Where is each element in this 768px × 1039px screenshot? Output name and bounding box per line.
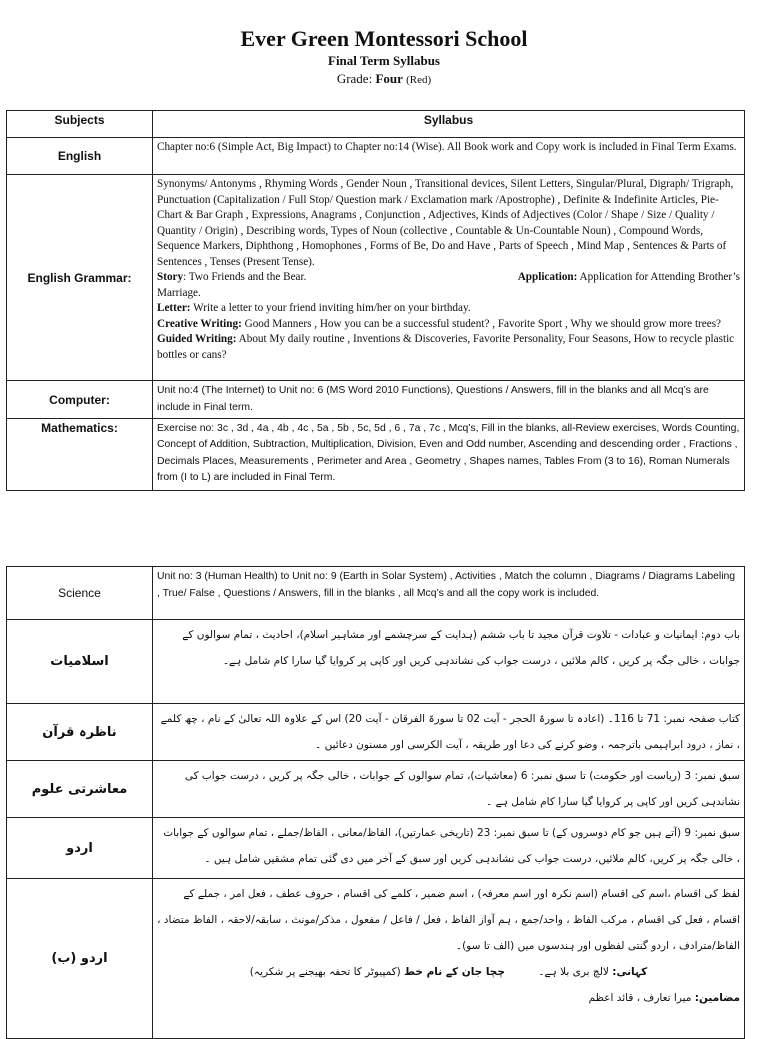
syllabus-english: Chapter no:6 (Simple Act, Big Impact) to Chapter no:14 (Wise). All Book work and Copy work is included in Final Term Exams. [153, 138, 745, 175]
grammar-application: Application: Application for Attending Brother’s [517, 271, 740, 283]
syllabus-islamiat: باب دوم: ایمانیات و عبادات - تلاوت قرآن مجید تا باب ششم (ہدایت کے سرچشمے اور مشاہیر اسلام)، احادیث ، تمام سوالوں کے جوابات ، خالی جگہ پر کریں ، کالم ملائیں ، درست جواب کی نشاندہی کریں اور کاپی پر کروایا گیا سارا کام شامل ہے۔ [153, 620, 745, 704]
table-row [7, 138, 745, 175]
grade-color: (Red) [406, 74, 432, 86]
table-row [7, 567, 745, 620]
grammar-story-line [157, 270, 740, 286]
subject-islamiat: اسلامیات [7, 620, 153, 704]
urdu-b-story-text: لالچ بری بلا ہے۔ [538, 966, 613, 978]
grammar-letter: Letter: Write a letter to your friend inviting him/her on your birthday. [157, 302, 471, 314]
urdu-b-story-line [157, 959, 740, 985]
grammar-story-text: : Two Friends and the Bear. [183, 271, 307, 283]
syllabus-muashrati-uloom: سبق نمبر: 3 (ریاست اور حکومت) تا سبق نمبر: 6 (معاشیات)، تمام سوالوں کے جوابات ، خالی جگہ پر کریں ، درست جواب کی نشاندہی کریں اور کاپی پر کروایا گیا سارا کام شامل ہے ۔ [153, 761, 745, 818]
table-row [7, 620, 745, 704]
grammar-story-label: Story [157, 271, 184, 283]
col-header-subjects: Subjects [7, 111, 153, 138]
syllabus-science: Unit no: 3 (Human Health) to Unit no: 9 (Earth in Solar System) , Activities , Match the column , Diagrams / Diagrams Labeling , True/ False , Questions / Answers, fill in the blanks , all Mcq’s and all the copy work is included. [153, 567, 745, 620]
syllabus-computer: Unit no:4 (The Internet) to Unit no: 6 (MS Word 2010 Functions), Questions / Answers, fill in the blanks and all Mcq’s are include in Final term. [153, 381, 745, 419]
subject-english: English [7, 138, 153, 175]
grammar-guided-writing: Guided Writing: About My daily routine , Inventions & Discoveries, Favorite Personality, Four Seasons, How to recycle plastic bottles or cans? [157, 333, 735, 361]
table-row [7, 704, 745, 761]
urdu-b-topics: لفظ کی اقسام ،اسم کی اقسام (اسم نکرہ اور اسم معرفہ) ، اسم ضمیر ، کلمے کی اقسام ، حروف عطف ، فعل امر ، جملے کے اقسام ، فعل کی اقسام ، مرکب الفاظ ، واحد/جمع ، ہم آواز الفاظ ، فعل / فاعل / مفعول ، مذکر/مونث ، سابقہ/لاحقہ ، الفاظ متضاد ، الفاظ/مترادف ، اردو گنتی لفظوں اور ہندسوں میں (الف تا سو)۔ [157, 888, 740, 952]
syllabus-english-grammar [153, 175, 745, 381]
table-row [7, 879, 745, 1039]
grammar-topics: Synonyms/ Antonyms , Rhyming Words , Gender Noun , Transitional devices, Silent Letters, Singular/Plural, Digraph/ Trigraph, Punctuation (Capitalization / Full Stop/ Question mark / Exclamation mark /Apostrophe) , Definite & Indefinite Articles, Pie-Chart & Bar Graph , Expressions, Anagrams , Conjunction , Adjectives, Kinds of Adjectives (Color / Shape / Size / Quality / Quantity / Origin) , Describing words, Types of Noun (collective , Countable & Un-Countable Noun) , Compound Words, Sequence Markers, Diphthong , Homophones , Forms of Be, Do and Have , Parts of Speech , Mind Map , Sentences & Parts of Sentences , Tenses (Present Tense). [157, 178, 734, 268]
subject-computer: Computer: [7, 381, 153, 419]
syllabus-mathematics: Exercise no: 3c , 3d , 4a , 4b , 4c , 5a , 5b , 5c, 5d , 6 , 7a , 7c , Mcq’s, Fill in the blanks, all-Review exercises, Words Counting, Concept of Addition, Subtraction, Multiplication, Division, Even and Odd number, Ascending and descending order , Fractions , Decimals Places, Measurements , Perimeter and Area , Geometry , Shapes names, Tables From (3 to 16), Roman Numerals from (I to L) are included in Final Term. [153, 419, 745, 491]
subject-english-grammar: English Grammar: [7, 175, 153, 381]
grammar-creative-writing: Creative Writing: Good Manners , How you can be a successful student? , Favorite Sport , Why we should grow more trees? [157, 317, 722, 330]
term-title: Final Term Syllabus [328, 53, 440, 68]
grade-line [0, 71, 768, 87]
grade-value: Four [375, 71, 403, 86]
subject-mathematics: Mathematics: [7, 419, 153, 491]
syllabus-table-1 [6, 110, 745, 491]
urdu-b-letter-label: چچا جان کے نام خط [404, 966, 505, 978]
table-row [7, 818, 745, 879]
subject-science: Science [7, 567, 153, 620]
urdu-b-essays: مضامین: میرا تعارف ، قائد اعظم [588, 992, 740, 1004]
syllabus-urdu: سبق نمبر: 9 (آتے ہیں جو کام دوسروں کے) تا سبق نمبر: 23 (تاریخی عمارتیں)، الفاظ/معانی ، الفاظ/جملے ، تمام سوالوں کے جوابات ، خالی جگہ پر کریں، کالم ملائیں، درست جواب کی نشاندہی کریں اور سبق کے آخر میں دی گئی تمام مشقیں شامل ہیں ۔ [153, 818, 745, 879]
grade-label: Grade: [336, 71, 373, 86]
subject-nazra-quran: ناظرہ قرآن [7, 704, 153, 761]
school-name: Ever Green Montessori School [240, 26, 528, 51]
urdu-b-story-label: کہانی: [612, 966, 648, 978]
table-header-row [7, 111, 745, 138]
subject-urdu-b: اردو (ب) [7, 879, 153, 1039]
syllabus-nazra-quran: کتاب صفحہ نمبر: 71 تا 116۔ (اعادہ تا سورۃ الحجر - آیت 02 تا سورۃ الفرقان - آیت 20) اس کے علاوہ اللہ تعالیٰ کے نام ، چھ کلمے ، نماز ، درود ابراہیمی باترجمہ ، وضو کرنے کی دعا اور طریقہ ، آیت الکرسی اور مسنون دعائیں ۔ [153, 704, 745, 761]
subject-urdu: اردو [7, 818, 153, 879]
subject-muashrati-uloom: معاشرتی علوم [7, 761, 153, 818]
table-row [7, 761, 745, 818]
table-row [7, 175, 745, 381]
table-row [7, 381, 745, 419]
table-row [7, 419, 745, 491]
col-header-syllabus: Syllabus [153, 111, 745, 138]
urdu-b-letter-text: (کمپیوٹر کا تحفہ بھیجنے پر شکریہ) [249, 966, 405, 978]
syllabus-table-2 [6, 566, 745, 1039]
syllabus-urdu-b [153, 879, 745, 1039]
grammar-application-cont: Marriage. [157, 286, 201, 299]
